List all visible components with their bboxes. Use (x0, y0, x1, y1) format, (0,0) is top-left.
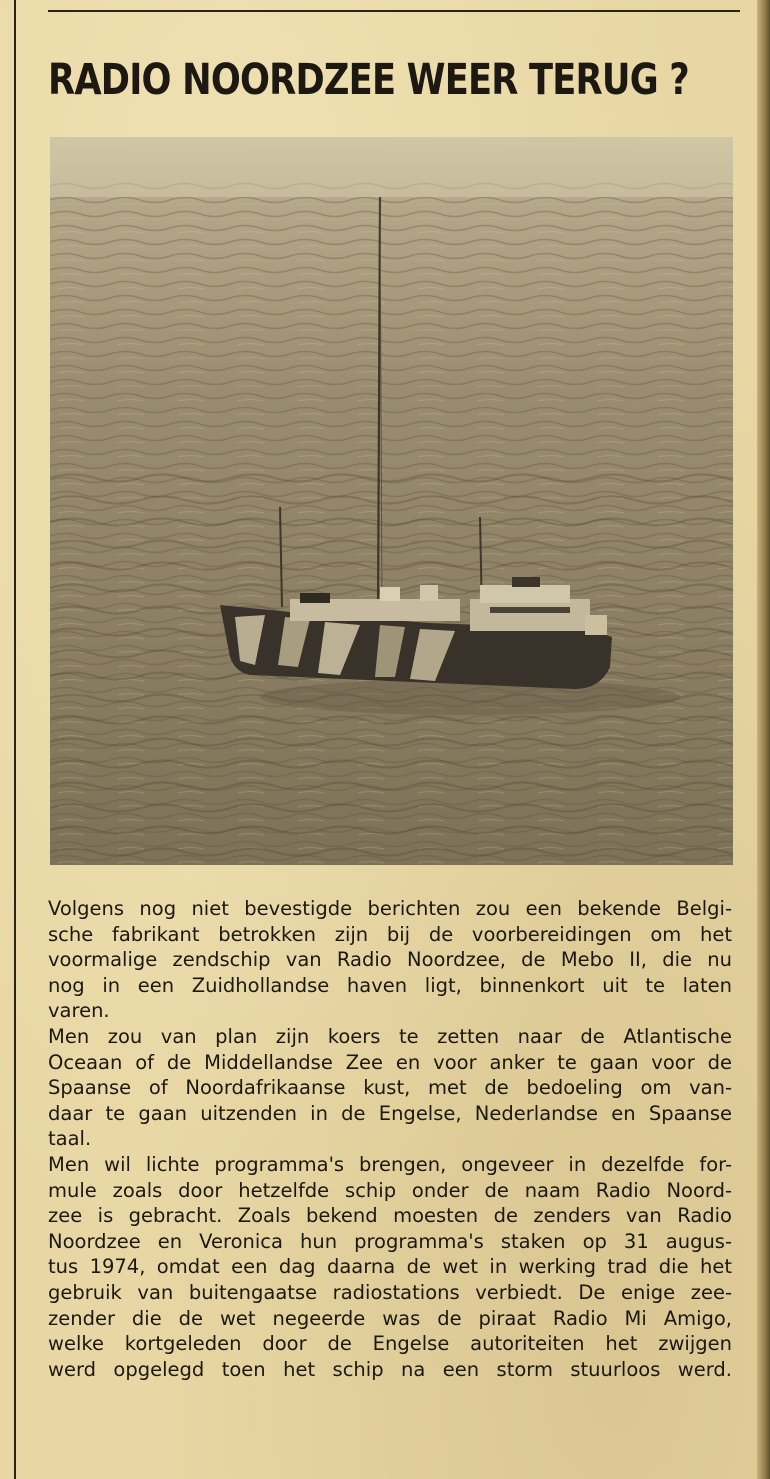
paragraph-1 (48, 896, 732, 1024)
radio-ship-photo-icon (50, 137, 733, 865)
column-rule-top (48, 10, 740, 12)
text-line: nog in een Zuidhollandse haven ligt, binnenkort uit te laten (48, 973, 732, 997)
text-line: Volgens nog niet bevestigde berichten zou een bekende Belgi- (48, 897, 732, 920)
column-rule-left (14, 0, 16, 1479)
text-line: gebruik van buitengaatse radiostations verbiedt. De enige zee- (48, 1280, 732, 1304)
paragraph-3 (48, 1152, 732, 1382)
text-line: tus 1974, omdat een dag daarna de wet in werking trad die het (48, 1255, 732, 1279)
text-line: voormalige zendschip van Radio Noordzee, de Mebo II, die nu (48, 948, 732, 972)
text-line: Spaanse of Noordafrikaanse kust, met de bedoeling om van- (48, 1076, 732, 1100)
text-line: daar te gaan uitzenden in de Engelse, Nederlandse en Spaanse (48, 1101, 732, 1125)
page-edge-shadow (757, 0, 770, 1479)
text-line: Men wil lichte programma's brengen, ongeveer in dezelfde for- (48, 1152, 732, 1176)
text-line: Men zou van plan zijn koers te zetten naar de Atlantische (48, 1024, 732, 1048)
text-line: mule zoals door hetzelfde schip onder de naam Radio Noord- (48, 1178, 732, 1202)
article-body (48, 896, 732, 1382)
ship-photo (50, 137, 733, 865)
text-line: varen. (48, 999, 110, 1023)
text-line: welke kortgeleden door de Engelse autoriteiten het zwijgen (48, 1332, 732, 1356)
text-line: sche fabrikant betrokken zijn bij de voorbereidingen om het (48, 922, 732, 946)
text-line: Noordzee en Veronica hun programma's staken op 31 augus- (48, 1229, 732, 1253)
text-line: werd opgelegd toen het schip na een storm stuurloos werd. (48, 1357, 732, 1381)
paragraph-2 (48, 1024, 732, 1152)
text-line: zee is gebracht. Zoals bekend moesten de zenders van Radio (48, 1204, 732, 1228)
text-line: zender die de wet negeerde was de piraat Radio Mi Amigo, (48, 1306, 732, 1330)
text-line: taal. (48, 1127, 92, 1151)
headline: RADIO NOORDZEE WEER TERUG ? (48, 55, 689, 105)
text-line: Oceaan of de Middellandse Zee en voor anker te gaan voor de (48, 1050, 732, 1074)
